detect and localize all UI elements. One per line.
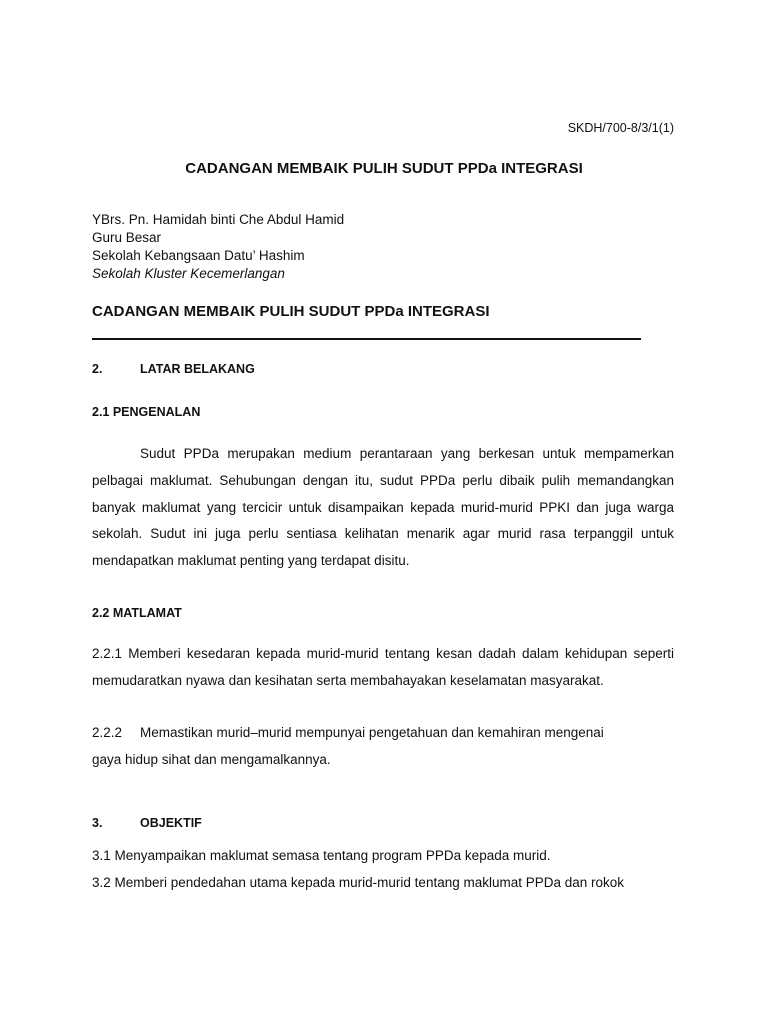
goal-item-2-number: 2.2.2 xyxy=(92,725,123,740)
section-2-2-1-paragraph xyxy=(92,641,674,695)
addressee-cluster: Sekolah Kluster Kecemerlangan xyxy=(92,266,285,281)
section-3-title: OBJEKTIF xyxy=(140,816,202,830)
section-2-number: 2. xyxy=(92,362,103,376)
reference-number: SKDH/700-8/3/1(1) xyxy=(567,121,674,135)
section-3-number: 3. xyxy=(92,816,103,830)
addressee-school: Sekolah Kebangsaan Datu’ Hashim xyxy=(92,248,305,263)
objective-item-1: 3.1 Menyampaikan maklumat semasa tentang program PPDa kepada murid. xyxy=(92,848,551,863)
goal-item-2-text: Memastikan murid–murid mempunyai pengetahuan dan kemahiran mengenai xyxy=(140,725,604,740)
goal-item-1: 2.2.1 Memberi kesedaran kepada murid-murid tentang kesan dadah dalam kehidupan seperti memudaratkan nyawa dan kesihatan serta membahayakan keselamatan masyarakat. xyxy=(92,646,674,688)
section-2-title: LATAR BELAKANG xyxy=(140,362,255,376)
section-3-heading xyxy=(92,816,202,830)
section-2-1-heading: 2.1 PENGENALAN xyxy=(92,405,201,419)
section-2-1-paragraph xyxy=(92,441,674,575)
addressee-position: Guru Besar xyxy=(92,230,162,245)
objective-item-2: 3.2 Memberi pendedahan utama kepada murid-murid tentang maklumat PPDa dan rokok xyxy=(92,875,625,890)
subject-title: CADANGAN MEMBAIK PULIH SUDUT PPDa INTEGRASI xyxy=(92,303,490,320)
section-2-2-heading: 2.2 MATLAMAT xyxy=(92,606,182,620)
goal-item-2 xyxy=(92,725,604,740)
section-2-heading xyxy=(92,362,255,376)
goal-item-2-continuation: gaya hidup sihat dan mengamalkannya. xyxy=(92,752,331,767)
addressee-name: YBrs. Pn. Hamidah binti Che Abdul Hamid xyxy=(92,212,345,227)
document-title: CADANGAN MEMBAIK PULIH SUDUT PPDa INTEGRASI xyxy=(185,160,583,177)
introduction-text: Sudut PPDa merupakan medium perantaraan yang berkesan untuk mempamerkan pelbagai maklumat. Sehubungan dengan itu, sudut PPDa perlu dibaik pulih memandangkan banyak maklumat yang tercicir untuk disampaikan kepada murid-murid PPKI dan juga warga sekolah. Sudut ini juga perlu sentiasa kelihatan menarik agar murid rasa terpanggil untuk mendapatkan maklumat penting yang terdapat disitu. xyxy=(92,446,674,569)
subject-underline xyxy=(92,338,641,340)
addressee-block xyxy=(92,211,344,283)
